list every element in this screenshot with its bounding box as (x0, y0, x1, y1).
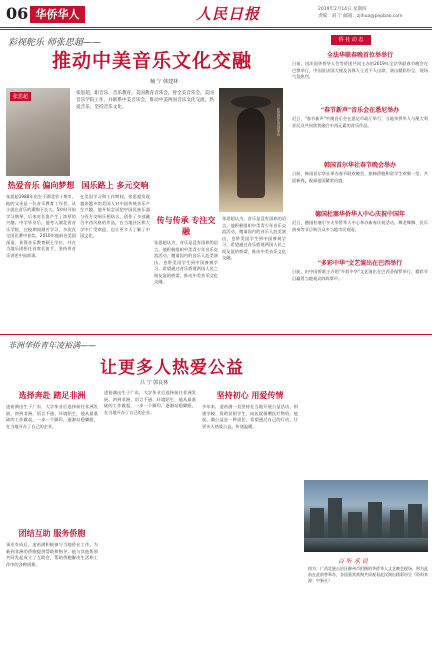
section-text: 事业有成后，凌裕满积极参与当地侨社工作，为新到非洲的侨胞提供帮助和指导。他与其他侨领共同发起成立了互助会，帮助侨胞解决生活和工作中的各种困难。 (6, 542, 98, 567)
main-byline: 楠 宁 韩建林 (150, 79, 179, 85)
sidebar-item-text: 日前，由中国侨联主办的"多彩中华"文艺演出在巴西圣保罗举行，精彩节目赢得当地观众阵阵掌声。 (292, 269, 428, 281)
section-heading: 团结互助 服务侨胞 (18, 528, 86, 538)
bottom-title: 让更多人热爱公益 (100, 358, 244, 378)
section-text: 张思超1988年出生于湖北省十堰市，他的父亲是一位音乐教育工作者，从小就在音乐的熏陶下长大。5岁时开始学习钢琴，后来对长笛产生了浓厚的兴趣。中学毕业后，他考入湖北省音乐学院，在校期间刻苦学习，多次在全国比赛中获奖。2010年他前往美国深造，获得音乐教育硕士学位，并在当地乐团担任首席长笛手，坚持用音乐讲述中国故事。 (6, 194, 76, 258)
sidebar-tag: 侨 社 动 态 (331, 35, 371, 45)
section-heading: 国乐路上 多元交响 (81, 180, 149, 190)
page-header (0, 0, 432, 30)
section-text: 凌裕满出生于广东，大学毕业后选择前往非洲发展。初到非洲，语言不通、环境陌生，他从最基础的工作做起，一步一个脚印，逐渐站稳脚跟，在当地开办了自己的企业。 (104, 390, 196, 415)
section-label: 华侨华人 (30, 6, 85, 23)
photo2-caption: 张思超在美国演出 (277, 108, 281, 136)
section-heading: 传与传承 专注交融 (156, 215, 216, 236)
bottom-col-1 (6, 390, 98, 660)
sidebar-item (292, 209, 428, 254)
section-text: 张思超认为，音乐是没有国界的语言。他积极组织中美青少年音乐交流活动，邀请国内的音乐人赴美演出，也带美国学生到中国参观学习，希望通过音乐搭建两国人民之间友谊的桥梁，推动中美音乐文化交融。 (154, 240, 218, 284)
sidebar-item-title: 德国杜塞华侨华人中心庆祝中国年 (314, 211, 405, 218)
portrait-photo (6, 88, 70, 176)
photo-figure (237, 108, 265, 198)
main-col-3 (154, 215, 218, 330)
main-col-4: 张思超认为，音乐是没有国界的语言。他积极组织中美青少年音乐交流活动，邀请国内的音乐人赴美演出，也带美国学生到中国参观学习，希望通过音乐搭建两国人民之间友谊的桥梁，推动中美音乐文化交融。 (222, 216, 286, 260)
header-rule (0, 27, 432, 28)
city-photo (304, 480, 428, 552)
performance-photo (219, 88, 283, 212)
main-kicker: 彩视舵乐 师张思超—— (8, 38, 101, 48)
bottom-kicker: 非洲华侨青年凌裕满—— (8, 341, 96, 350)
main-col-1 (6, 180, 76, 330)
sidebar-item-title: "多彩中华"文艺演出在巴西举行 (317, 260, 403, 267)
sidebar-item-text: 近日，"春节新声"中澳音乐会在悉尼市政厅举行，当地华侨华人与澳大利亚民众共同欣赏融合中西元素的音乐作品。 (292, 116, 428, 128)
page-number: 06 (6, 4, 29, 23)
section-text: 多年来，凌裕满一直坚持在当地开展公益活动，捐建学校、资助贫困学生、向医院捐赠医疗物资。他说，做公益是一种责任，希望通过自己的行动，让更多人热爱公益，传递温暖。 (202, 404, 298, 429)
photo-building (408, 504, 422, 538)
bottom-col-3 (202, 390, 298, 660)
sidebar-item-title: 全法华联春晚首位举举行 (326, 52, 393, 59)
sidebar-item (292, 50, 428, 101)
sidebar-item-text: 近日，德国杜塞尔多夫华侨华人中心举办新春庆祝活动，舞龙舞狮、民乐演奏等节目吸引众多当地市民观看。 (292, 220, 428, 232)
photo-building (310, 508, 324, 538)
sidebar-item-title: "春节新声"音乐会在悉尼举办 (320, 107, 400, 114)
section-divider (0, 334, 432, 335)
sidebar-item (292, 160, 428, 205)
main-intro: 张思超，职音乐、音乐教育，美国教育音乐会，曾全美音乐会，美国音乐学院工作，并联系中美音乐会，推动中美两国音乐文化交流，热爱音乐，坚持音乐文化。 (76, 91, 214, 110)
main-col-2 (80, 180, 150, 330)
section-text: 凌裕满出生于广东，大学毕业后选择前往非洲发展。初到非洲，语言不通、环境陌生，他从最基础的工作做起，一步一个脚印，逐渐站稳脚跟，在当地开办了自己的企业。 (6, 404, 98, 429)
photo-building (328, 498, 342, 538)
photo-building (368, 502, 382, 538)
bottom-byline: 吕 宁 郭良林 (140, 380, 169, 386)
section-text: 在美国学习和工作期间，张思超发现越来越多的美国人对中国传统音乐产生兴趣。他开始尝试把中国民族乐器与西方交响乐相结合，创作了多部融合中西风格的作品，在当地社区和大学中广受欢迎，也让更多人了解了中国文化。 (80, 194, 150, 238)
photo-caption-text: 图为：广西壮族自治区柳州市拍摄的华侨华人文艺晚会现场，图为此前在此前曾举办，各国嘉宾欢聚共同观看此次演出精彩纷呈（资料来源：中新社） (308, 566, 428, 583)
photo-building (390, 510, 404, 538)
sidebar-item-title: 韩国首尔华社春节晚会举办 (323, 162, 396, 169)
sidebar-item (292, 258, 428, 309)
header-rule-thin (0, 29, 432, 30)
photo-tag: 张思超 (10, 92, 31, 101)
photo-figure-hat (231, 96, 271, 108)
header-meta: 2019年2月14日 星期四 责编：刘 宁 邮箱：zjihua@pepbao.com (318, 7, 403, 19)
sidebar-news (292, 50, 428, 330)
sidebar-item-text: 日前，由法国华侨华人会等侨团共同主办的2019年全法华联春节晚会在巴黎举行，中国驻法国大使及各界人士近千人出席，演出精彩纷呈，现场气氛热烈。 (292, 61, 428, 79)
photo-caption-title: 百 听 承 说 (338, 558, 368, 565)
section-heading: 热爱音乐 偏向梦想 (7, 180, 75, 190)
bottom-col-2 (104, 390, 196, 660)
photo-building (348, 512, 362, 538)
newspaper-logo: 人民日报 (196, 5, 261, 23)
sidebar-item (292, 105, 428, 156)
section-heading: 坚持初心 用爱传情 (216, 390, 284, 400)
photo-water (304, 538, 428, 552)
main-title: 推动中美音乐文化交融 (52, 50, 253, 72)
sidebar-item-text: 日前，韩国首尔华社举办春节联欢晚会，旅韩侨胞和留学生欢聚一堂，共迎新春，祝福祖国繁荣昌盛。 (292, 171, 428, 183)
section-heading: 选择奔赴 踏足非洲 (18, 390, 86, 400)
